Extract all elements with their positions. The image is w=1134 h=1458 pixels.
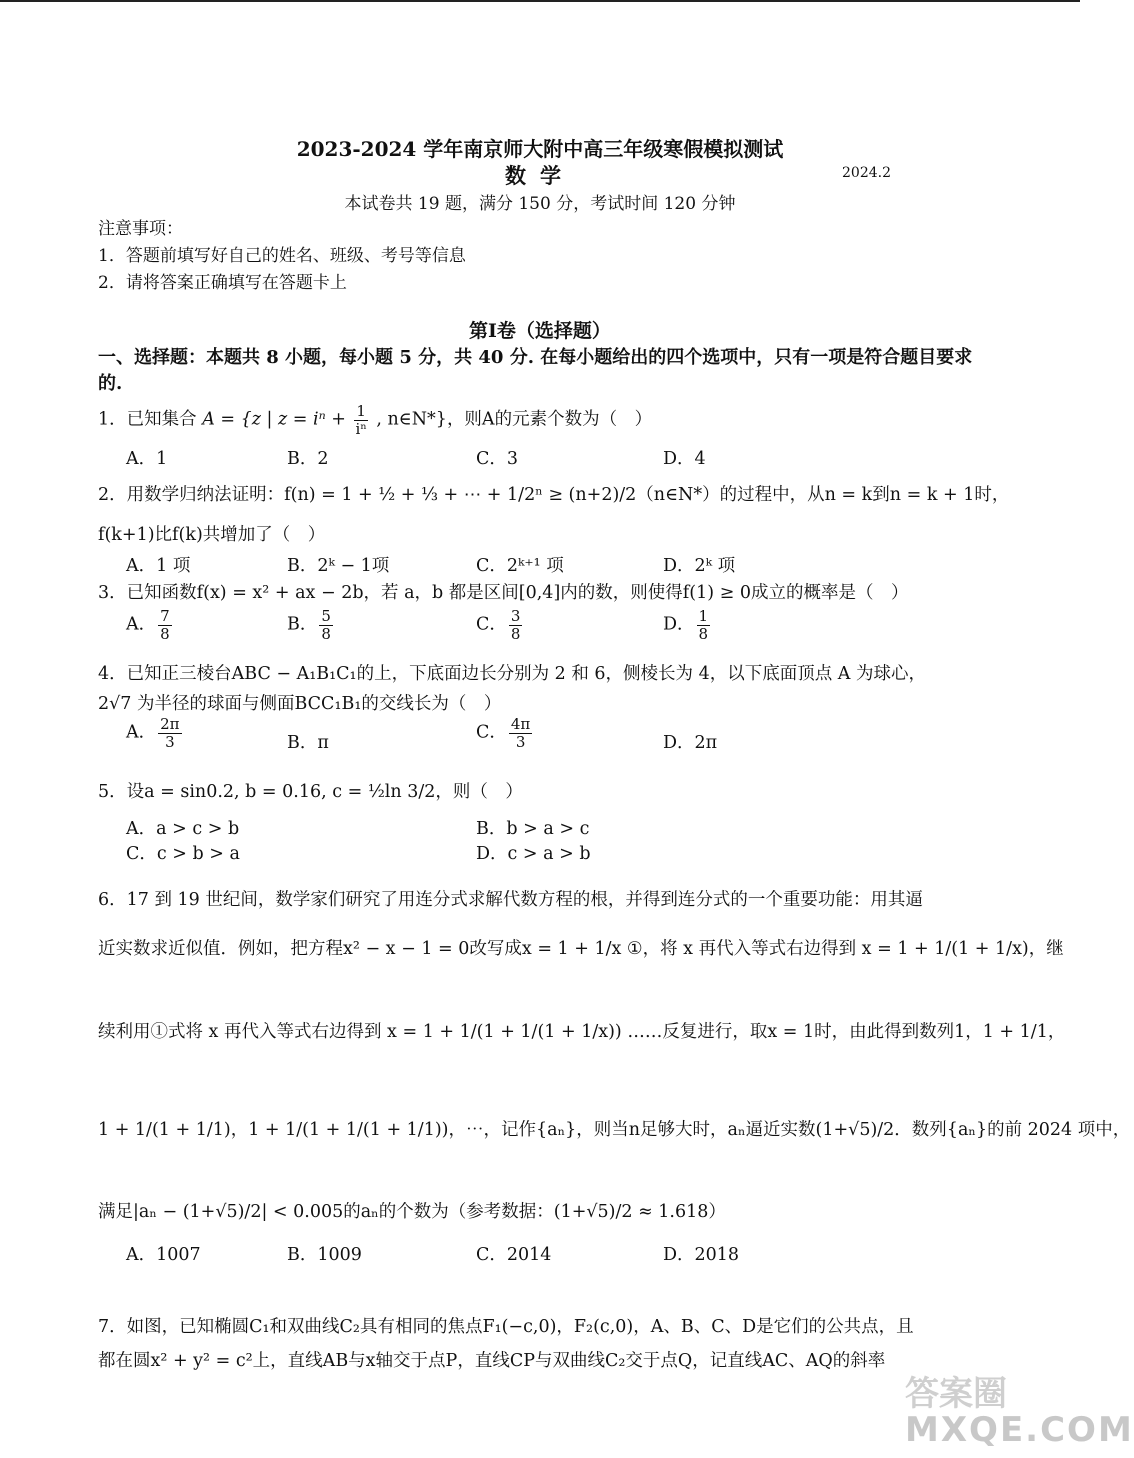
question-4-line-1: 4．已知正三棱台ABC − A₁B₁C₁的上，下底面边长分别为 2 和 6，侧棱长为 4，以下底面顶点 A 为球心， <box>98 664 926 684</box>
question-3: 3．已知函数f(x) = x² + ax − 2b，若 a，b 都是区间[0,4]内的数，则使得f(1) ≥ 0成立的概率是（ ） <box>98 583 909 603</box>
q6-option-a: A．1007 <box>126 1245 201 1265</box>
option-label: C． <box>476 614 507 635</box>
option-label: D． <box>663 614 695 635</box>
q3-option-a <box>126 608 174 642</box>
q1-option-c: C．3 <box>476 449 519 469</box>
q2-option-a: A．1 项 <box>126 556 191 576</box>
question-5: 5．设a = sin0.2, b = 0.16, c = ½ln 3/2，则（ ） <box>98 782 523 802</box>
q4-option-b: B．π <box>287 733 329 753</box>
frac-num: 4π <box>510 715 531 733</box>
q3-option-b <box>287 608 335 642</box>
watermark-logo: 答案圈 <box>905 1374 1007 1414</box>
frac-den: 8 <box>698 624 709 643</box>
question-6-line-4: 1 + 1/(1 + 1/1)，1 + 1/(1 + 1/(1 + 1/1))，⋯，记作{aₙ}，则当n足够大时，aₙ逼近实数(1+√5)/2．数列{aₙ}的前 2024 项中， <box>98 1120 1131 1140</box>
frac-den: 3 <box>165 732 175 751</box>
q5-option-d: D．c > a > b <box>476 844 591 864</box>
q1-option-d: D．4 <box>663 449 706 469</box>
question-6-line-1: 6．17 到 19 世纪间，数学家们研究了用连分式求解代数方程的根，并得到连分式的一个重要功能：用其逼 <box>98 890 923 910</box>
frac-num: 1 <box>356 402 366 420</box>
option-label: C． <box>476 722 507 743</box>
frac-num: 3 <box>510 607 521 625</box>
q5-option-b: B．b > a > c <box>476 819 590 839</box>
exam-info: 本试卷共 19 题，满分 150 分，考试时间 120 分钟 <box>344 194 736 214</box>
frac-den: 8 <box>160 624 170 643</box>
q5-option-c: C．c > b > a <box>126 844 240 864</box>
q3-option-c <box>476 608 524 642</box>
question-2-line-2: f(k+1)比f(k)共增加了（ ） <box>98 525 326 545</box>
exam-subject: 数学 <box>505 163 575 188</box>
frac-num: 2π <box>160 715 180 733</box>
question-7-line-1: 7．如图，已知椭圆C₁和双曲线C₂具有相同的焦点F₁(−c,0)，F₂(c,0)，A、B、C、D是它们的公共点，且 <box>98 1317 914 1337</box>
q1-option-a: A．1 <box>126 449 168 469</box>
q1-pre: 1．已知集合 <box>98 409 197 430</box>
question-6-line-5: 满足|aₙ − (1+√5)/2| < 0.005的aₙ的个数为（参考数据：(1+√5)/2 ≈ 1.618） <box>98 1202 726 1222</box>
q2-option-b: B．2ᵏ − 1项 <box>287 556 390 576</box>
frac-den: 8 <box>510 624 521 643</box>
option-label: A． <box>126 614 157 635</box>
option-label: A． <box>126 722 157 743</box>
q3-option-d <box>663 608 712 642</box>
q5-option-a: A．a > c > b <box>126 819 240 839</box>
question-1 <box>98 403 652 437</box>
note-item: 1．答题前填写好自己的姓名、班级、考号等信息 <box>98 246 466 266</box>
frac-num: 1 <box>698 607 709 625</box>
q6-option-d: D．2018 <box>663 1245 740 1265</box>
top-border <box>0 0 1080 2</box>
q2-option-d: D．2ᵏ 项 <box>663 556 736 576</box>
notes-heading: 注意事项： <box>98 219 183 239</box>
question-7-line-2: 都在圆x² + y² = c²上，直线AB与x轴交于点P，直线CP与双曲线C₂交于点Q，记直线AC、AQ的斜率 <box>98 1351 886 1371</box>
option-label: B． <box>287 614 318 635</box>
question-2-line-1: 2．用数学归纳法证明：f(n) = 1 + ½ + ⅓ + ⋯ + 1/2ⁿ ≥ (n+2)/2（n∈N*）的过程中，从n = k到n = k + 1时， <box>98 485 1010 505</box>
section-title: 第Ⅰ卷（选择题） <box>469 320 611 342</box>
q6-option-c: C．2014 <box>476 1245 552 1265</box>
q1-fraction <box>354 403 369 437</box>
question-6-line-3: 续利用①式将 x 再代入等式右边得到 x = 1 + 1/(1 + 1/(1 + 1/x)) ……反复进行，取x = 1时，由此得到数列1，1 + 1/1， <box>98 1022 1066 1042</box>
q4-option-c <box>476 716 534 750</box>
q6-option-b: B．1009 <box>287 1245 362 1265</box>
notes-block <box>98 216 466 297</box>
note-item: 2．请将答案正确填写在答题卡上 <box>98 273 347 293</box>
frac-num: 5 <box>321 607 331 625</box>
watermark-text: MXQE.COM <box>905 1410 1134 1450</box>
exam-title: 2023-2024 学年南京师大附中高三年级寒假模拟测试 <box>296 137 784 161</box>
frac-den: iⁿ <box>355 419 367 438</box>
question-4-line-2: 2√7 为半径的球面与侧面BCC₁B₁的交线长为（ ） <box>98 694 502 714</box>
frac-num: 7 <box>160 607 170 625</box>
frac-den: 3 <box>515 732 526 751</box>
q4-option-d: D．2π <box>663 733 718 753</box>
q1-option-b: B．2 <box>287 449 329 469</box>
exam-date: 2024.2 <box>842 165 891 181</box>
q1-math: A = {z | z = iⁿ + <box>202 409 352 430</box>
part-one-instructions: 一、选择题：本题共 8 小题，每小题 5 分，共 40 分. 在每小题给出的四个选项中，只有一项是符合题目要求的. <box>98 347 973 394</box>
q4-option-a <box>126 716 184 750</box>
question-6-line-2: 近实数求近似值．例如，把方程x² − x − 1 = 0改写成x = 1 + 1/x ①，将 x 再代入等式右边得到 x = 1 + 1/(1 + 1/x)，继 <box>98 939 1064 959</box>
frac-den: 8 <box>321 624 331 643</box>
q1-post: , n∈N*}，则A的元素个数为（ ） <box>376 409 653 430</box>
q2-option-c: C．2ᵏ⁺¹ 项 <box>476 556 564 576</box>
